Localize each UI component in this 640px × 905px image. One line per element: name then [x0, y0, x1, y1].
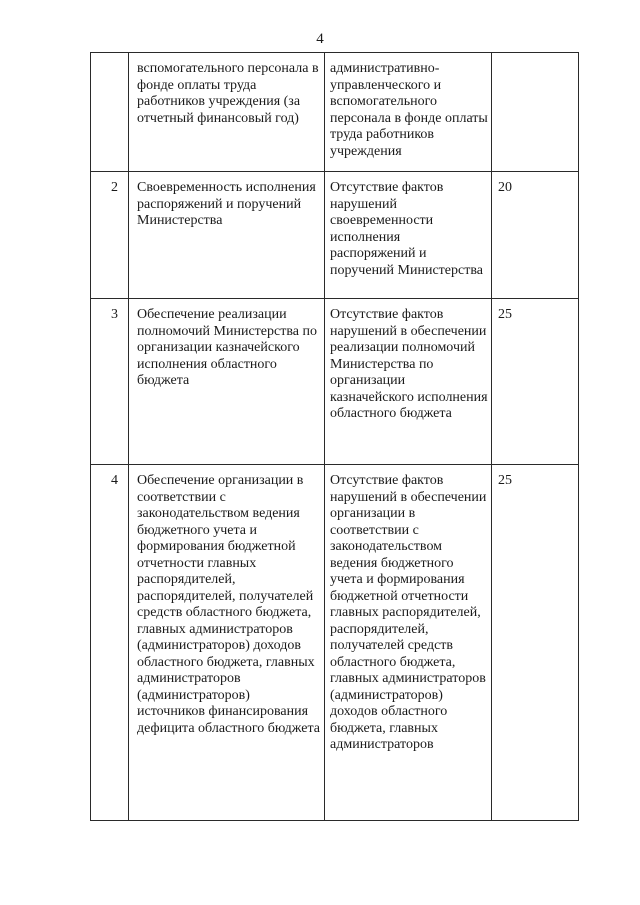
- row-number: 3: [111, 307, 118, 322]
- indicator-text: Своевременность исполнения распоряжений и поручений Министерства: [137, 180, 316, 228]
- row-number: 2: [111, 180, 118, 195]
- points-value: 20: [498, 180, 512, 195]
- points-cell: [492, 172, 579, 299]
- criterion-cell: [325, 172, 492, 299]
- table-row: [91, 53, 579, 172]
- row-number: 4: [111, 473, 118, 488]
- criterion-cell: [325, 465, 492, 821]
- indicator-text: Обеспечение реализации полномочий Министерства по организации казначейского исполнения областного бюджета: [137, 307, 317, 388]
- criterion-text: Отсутствие фактов нарушений в обеспечении реализации полномочий Министерства по организации казначейского исполнения областного бюджета: [330, 307, 488, 421]
- page-number: 4: [316, 31, 324, 47]
- criterion-cell: [325, 53, 492, 172]
- criterion-text: Отсутствие фактов нарушений своевременности исполнения распоряжений и поручений Министерства: [330, 180, 483, 278]
- row-number: [91, 53, 128, 61]
- points-cell: [492, 299, 579, 465]
- indicators-table: [90, 52, 579, 821]
- indicator-cell: [129, 53, 325, 172]
- points-cell: [492, 53, 579, 172]
- row-number-cell: [91, 172, 129, 299]
- row-number-cell: [91, 53, 129, 172]
- indicator-cell: [129, 465, 325, 821]
- indicator-text: вспомогательного персонала в фонде оплаты труда работников учреждения (за отчетный финансовый год): [137, 61, 319, 126]
- table-row: [91, 465, 579, 821]
- criterion-cell: [325, 299, 492, 465]
- indicator-cell: [129, 299, 325, 465]
- table-row: [91, 172, 579, 299]
- table-row: [91, 299, 579, 465]
- indicator-text: Обеспечение организации в соответствии с законодательством ведения бюджетного учета и формирования бюджетной отчетности главных распорядителей, распорядителей, получателей средств областного бюджета, главных администраторов (администраторов) доходов областного бюджета, главных администраторов (администраторов) источников финансирования дефицита областного бюджета: [137, 473, 320, 736]
- points-value: [492, 53, 578, 65]
- points-value: 25: [498, 473, 512, 488]
- row-number-cell: [91, 299, 129, 465]
- criterion-text: административно-управленческого и вспомогательного персонала в фонде оплаты труда работников учреждения: [330, 61, 488, 159]
- row-number-cell: [91, 465, 129, 821]
- criterion-text: Отсутствие фактов нарушений в обеспечении организации в соответствии с законодательством ведения бюджетного учета и формирования бюджетной отчетности главных распорядителей, распорядителей, получателей средств областного бюджета, главных администраторов (администраторов) доходов областного бюджета, главных администраторов: [330, 473, 487, 752]
- points-value: 25: [498, 307, 512, 322]
- points-cell: [492, 465, 579, 821]
- indicator-cell: [129, 172, 325, 299]
